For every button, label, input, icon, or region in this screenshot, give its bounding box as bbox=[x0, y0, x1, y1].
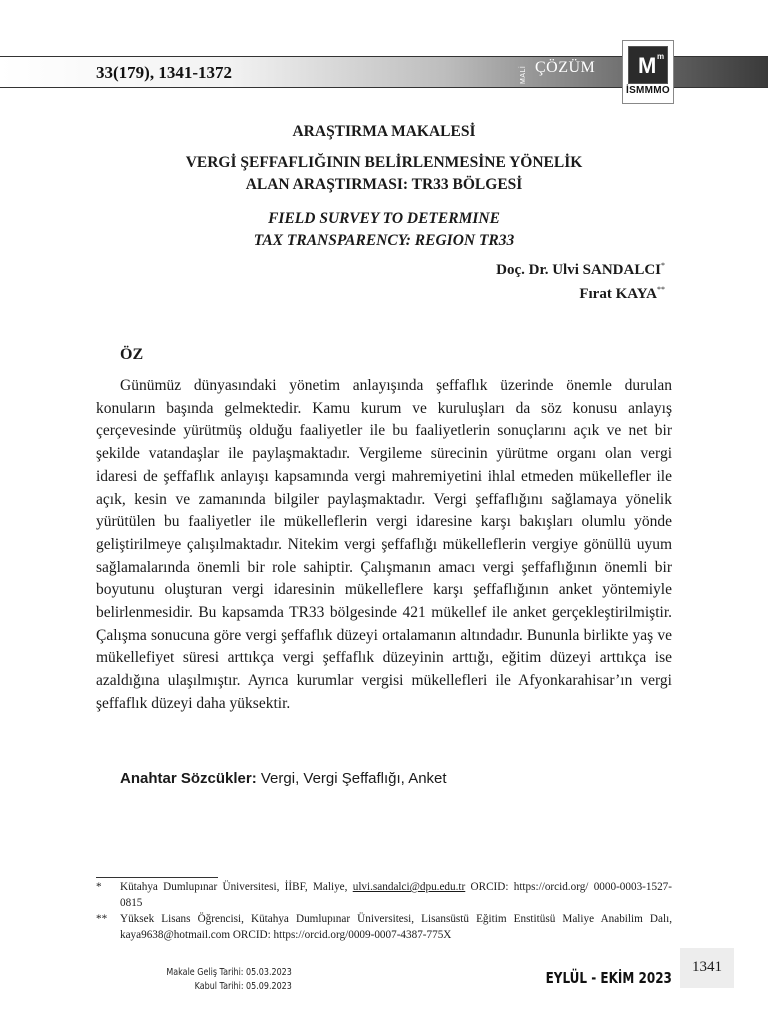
accepted-date: Kabul Tarihi: 05.09.2023 bbox=[194, 981, 292, 992]
submitted-date: Makale Geliş Tarihi: 05.03.2023 bbox=[166, 967, 292, 978]
page-number: 1341 bbox=[680, 948, 734, 988]
footnote-1 bbox=[96, 880, 672, 911]
title-turkish bbox=[96, 152, 672, 196]
footnote-1-affiliation: Kütahya Dumlupınar Üniversitesi, İİBF, Maliye, bbox=[120, 881, 353, 893]
author-2 bbox=[579, 285, 665, 303]
title-tr-line-2: ALAN ARAŞTIRMASI: TR33 BÖLGESİ bbox=[245, 176, 523, 193]
abstract-text: Günümüz dünyasındaki yönetim anlayışında şeffaflık üzerinde önemle durulan konuların başında gelmektedir. Kamu kurum ve kuruluşları da söz konusu anlayış çerçevesinde yürütmüş olduğu faaliyetler ile bu faaliyetlerin sonuçlarını açık ve net bir şekilde vatandaşlar ile paylaşmaktadır. Vergileme sürecinin yürütme organı olan vergi idaresi de şeffaflık anlayışı kapsamında vergi mahremiyetini ihlal etmeden mükellefler ile açık, kesin ve zamanında bilgiler paylaşmaktadır. Vergi şeffaflığını sağlamaya yönelik yürütülen bu faaliyetler ile mükelleflerin vergi idaresine karşı bakışları olumlu yönde geliştirilmeye çalışılmaktadır. Nitekim vergi şeffaflığı mükelleflerin vergiye gönüllü uyum sağlamalarında önemli bir role sahiptir. Çalışmanın amacı vergi şeffaflığının önemli bir boyutunu oluşturan vergi idaresinin mükelleflere karşı şeffaflığının anket yöntemiyle belirlenmesidir. Bu kapsamda TR33 bölgesinde 421 mükellef ile anket gerçekleştirilmiştir. Çalışma sonucuna göre vergi şeffaflık düzeyi ortalamanın altındadır. Bununla birlikte yaş ve mükellefiyet süresi arttıkça vergi şeffaflık düzeyinin arttığı, eğitim düzeyi arttıkça ise azaldığına ulaşılmıştır. Ayrıca kurumlar vergisi mükellefleri ile Afyonkarahisar’ın vergi şeffaflık düzeyi daha yüksektir. bbox=[96, 377, 672, 712]
journal-prefix: MALİ bbox=[520, 65, 527, 84]
footnote-1-body bbox=[120, 880, 672, 911]
footnote-2-mark: ** bbox=[96, 913, 108, 925]
footnote-2-body: Yüksek Lisans Öğrencisi, Kütahya Dumlupınar Üniversitesi, Lisansüstü Eğitim Enstitüsü Maliye Anabilim Dalı, kaya9638@hotmail.com ORCID: https://orcid.org/0009-0007-4387-775X bbox=[120, 913, 672, 941]
footnote-2 bbox=[96, 912, 672, 943]
article-dates bbox=[167, 966, 292, 994]
author-2-mark: ** bbox=[657, 285, 665, 294]
author-1-mark: * bbox=[661, 261, 665, 270]
author-2-name: Fırat KAYA bbox=[579, 286, 657, 302]
journal-name: ÇÖZÜM bbox=[535, 59, 596, 76]
footnote-1-email-link[interactable]: ulvi.sandalci@dpu.edu.tr bbox=[352, 881, 466, 893]
logo-mark-sup: m bbox=[657, 52, 665, 61]
keywords-label: Anahtar Sözcükler: bbox=[120, 770, 257, 787]
logo-mark-box bbox=[628, 46, 668, 84]
title-en-line-1: FIELD SURVEY TO DETERMINE bbox=[268, 210, 500, 227]
article-type: ARAŞTIRMA MAKALESİ bbox=[292, 123, 476, 140]
issue-month: EYLÜL - EKİM 2023 bbox=[545, 969, 672, 987]
footnote-1-orcid: ORCID: https://orcid.org/ 0000-0003-1527-0815 bbox=[120, 881, 672, 909]
keywords bbox=[120, 770, 447, 787]
keywords-list: Vergi, Vergi Şeffaflığı, Anket bbox=[260, 770, 447, 787]
footnote-rule bbox=[96, 877, 218, 878]
title-tr-line-1: VERGİ ŞEFFAFLIĞININ BELİRLENMESİNE YÖNELİK bbox=[185, 154, 583, 171]
title-en-line-2: TAX TRANSPARENCY: REGION TR33 bbox=[253, 232, 515, 249]
ismmmo-logo bbox=[622, 40, 674, 104]
title-english bbox=[96, 208, 672, 252]
abstract-heading: ÖZ bbox=[120, 346, 144, 363]
issue-number: 33(179), 1341-1372 bbox=[96, 63, 232, 82]
author-1 bbox=[496, 261, 665, 279]
logo-text: İSMMMO bbox=[625, 85, 671, 96]
author-1-name: Doç. Dr. Ulvi SANDALCI bbox=[496, 262, 661, 278]
logo-mark: M bbox=[638, 53, 657, 78]
footnote-1-mark: * bbox=[96, 881, 102, 893]
